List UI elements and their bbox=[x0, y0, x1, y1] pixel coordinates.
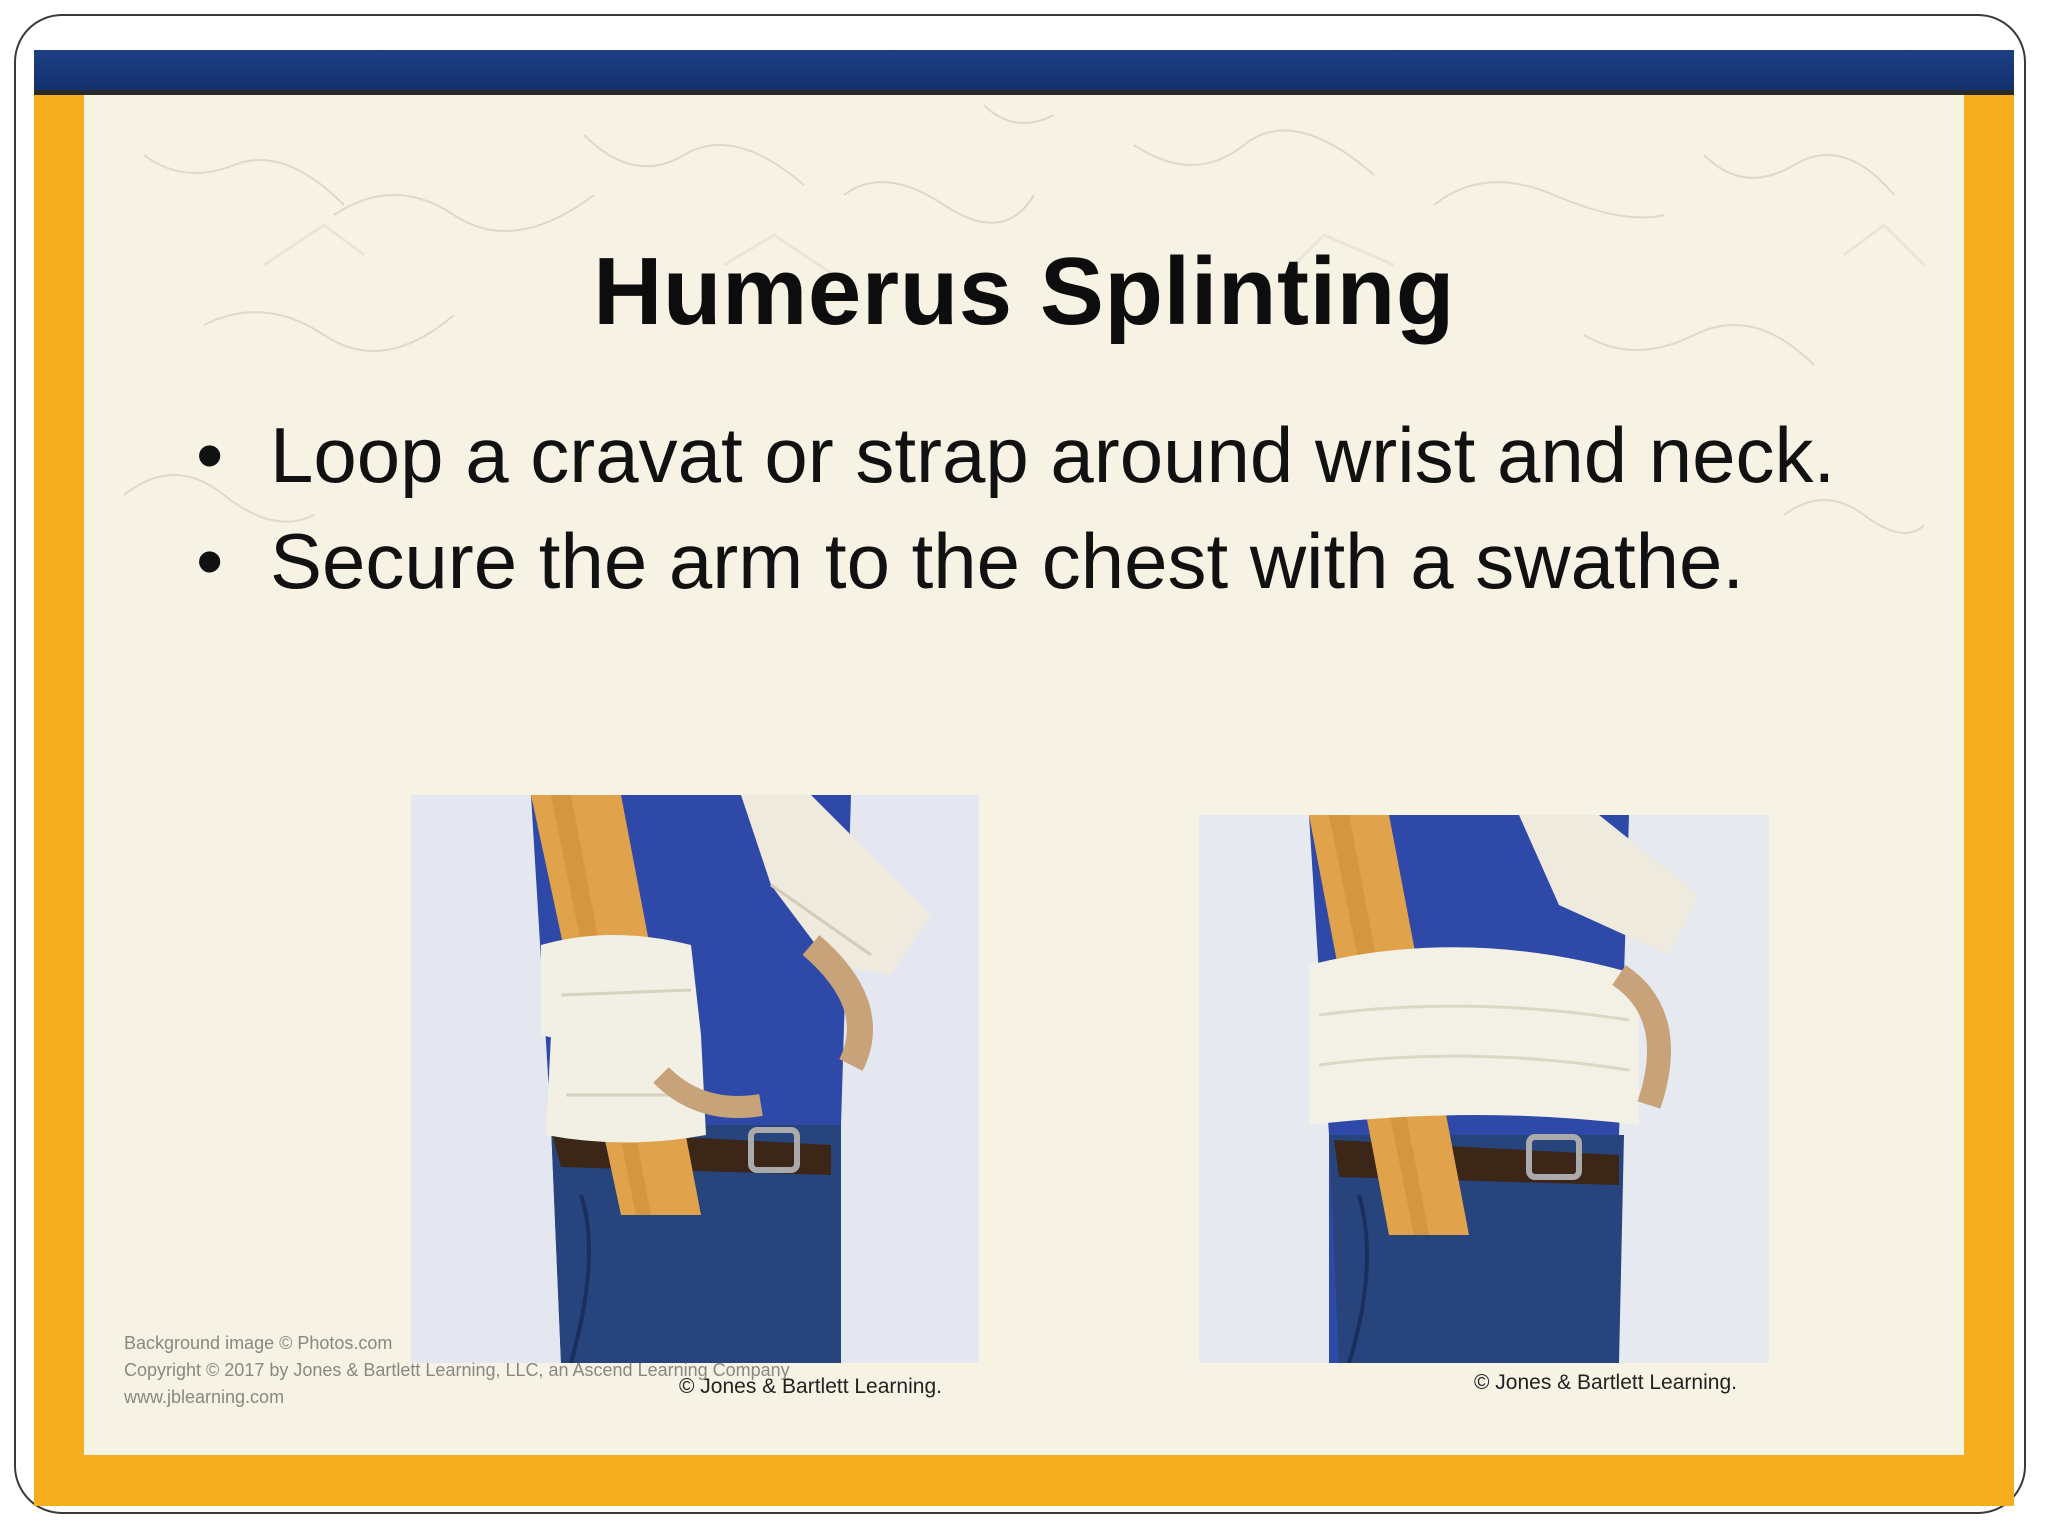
photo-credit: © Jones & Bartlett Learning. bbox=[679, 1375, 942, 1398]
slide-title: Humerus Splinting bbox=[593, 238, 1455, 345]
bullet-marker: • bbox=[196, 411, 224, 499]
footer-website: www.jblearning.com bbox=[124, 1387, 285, 1407]
content-panel bbox=[84, 95, 1964, 1455]
bullet-list bbox=[174, 405, 1934, 617]
bottom-strip bbox=[34, 1455, 2014, 1506]
photo-sling-splint bbox=[411, 795, 979, 1363]
footer-background-credit: Background image © Photos.com bbox=[124, 1333, 393, 1353]
photo-swathe-illustration bbox=[1199, 815, 1769, 1363]
footer-copyright: Copyright © 2017 by Jones & Bartlett Learning, LLC, an Ascend Learning Company bbox=[124, 1360, 790, 1380]
bullet-item bbox=[174, 511, 1934, 611]
bullet-marker: • bbox=[196, 517, 224, 605]
bullet-text: Secure the arm to the chest with a swathe. bbox=[270, 517, 1745, 605]
bullet-text: Loop a cravat or strap around wrist and neck. bbox=[270, 411, 1836, 499]
photo-sling-illustration bbox=[411, 795, 979, 1363]
bullet-item bbox=[174, 405, 1934, 505]
slide bbox=[34, 50, 2014, 1506]
top-bar bbox=[34, 50, 2014, 90]
photo-credit: © Jones & Bartlett Learning. bbox=[1474, 1371, 1737, 1394]
photo-swathe-splint bbox=[1199, 815, 1769, 1363]
slide-footer bbox=[124, 1330, 790, 1411]
